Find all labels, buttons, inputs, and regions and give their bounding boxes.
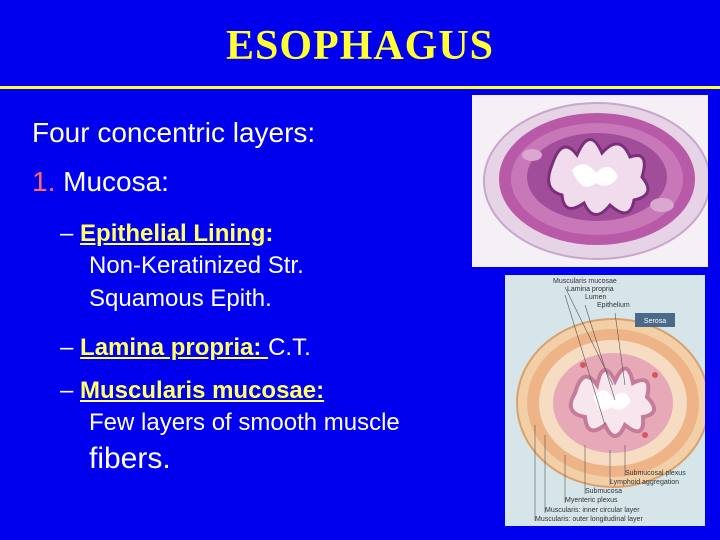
bullet-lamina <box>60 334 311 362</box>
esophagus-diagram <box>505 275 705 526</box>
bullet-term: Epithelial Lining <box>80 220 266 247</box>
diagram-label: Epithelium <box>597 302 630 309</box>
diagram-label: Lamina propria <box>567 286 614 293</box>
bullet-dash: – <box>60 220 74 247</box>
title-divider <box>0 86 720 89</box>
diagram-label: Muscularis: outer longitudinal layer <box>535 516 643 523</box>
bullet-dash: – <box>60 334 74 361</box>
slide-title: ESOPHAGUS <box>225 23 495 69</box>
serosa-label: Serosa <box>643 318 667 325</box>
bullet-line: Few layers of smooth muscle <box>89 409 400 436</box>
bullet-line: fibers. <box>89 442 171 475</box>
histology-micrograph <box>472 95 708 267</box>
heading: Four concentric layers: <box>32 117 316 148</box>
item-number: 1. <box>32 166 56 197</box>
bullet-colon: : <box>265 220 274 247</box>
diagram-label: Lymphoid aggregation <box>610 479 680 486</box>
bullet-rest: C.T. <box>268 334 311 361</box>
bullet-term: Muscularis mucosae: <box>80 377 325 404</box>
item-label: Mucosa: <box>63 166 169 197</box>
list-item-mucosa <box>32 166 169 198</box>
bullet-term: Lamina propria: <box>80 334 269 361</box>
diagram-label: Submucosal plexus <box>625 470 686 477</box>
bullet-line: Non-Keratinized Str. <box>89 252 304 279</box>
diagram-label: Lumen <box>585 294 607 301</box>
diagram-label: Muscularis: inner circular layer <box>545 507 640 514</box>
diagram-label: Muscularis mucosae <box>553 278 617 285</box>
bullet-dash: – <box>60 377 74 404</box>
diagram-label: Myenteric plexus <box>565 497 618 504</box>
bullet-muscularis <box>60 377 324 405</box>
bullet-line: Squamous Epith. <box>89 285 272 312</box>
bullet-epithelial <box>60 220 273 248</box>
diagram-label: Submucosa <box>585 488 622 495</box>
diagram-drawing <box>505 275 705 526</box>
micrograph-drawing <box>472 95 708 267</box>
